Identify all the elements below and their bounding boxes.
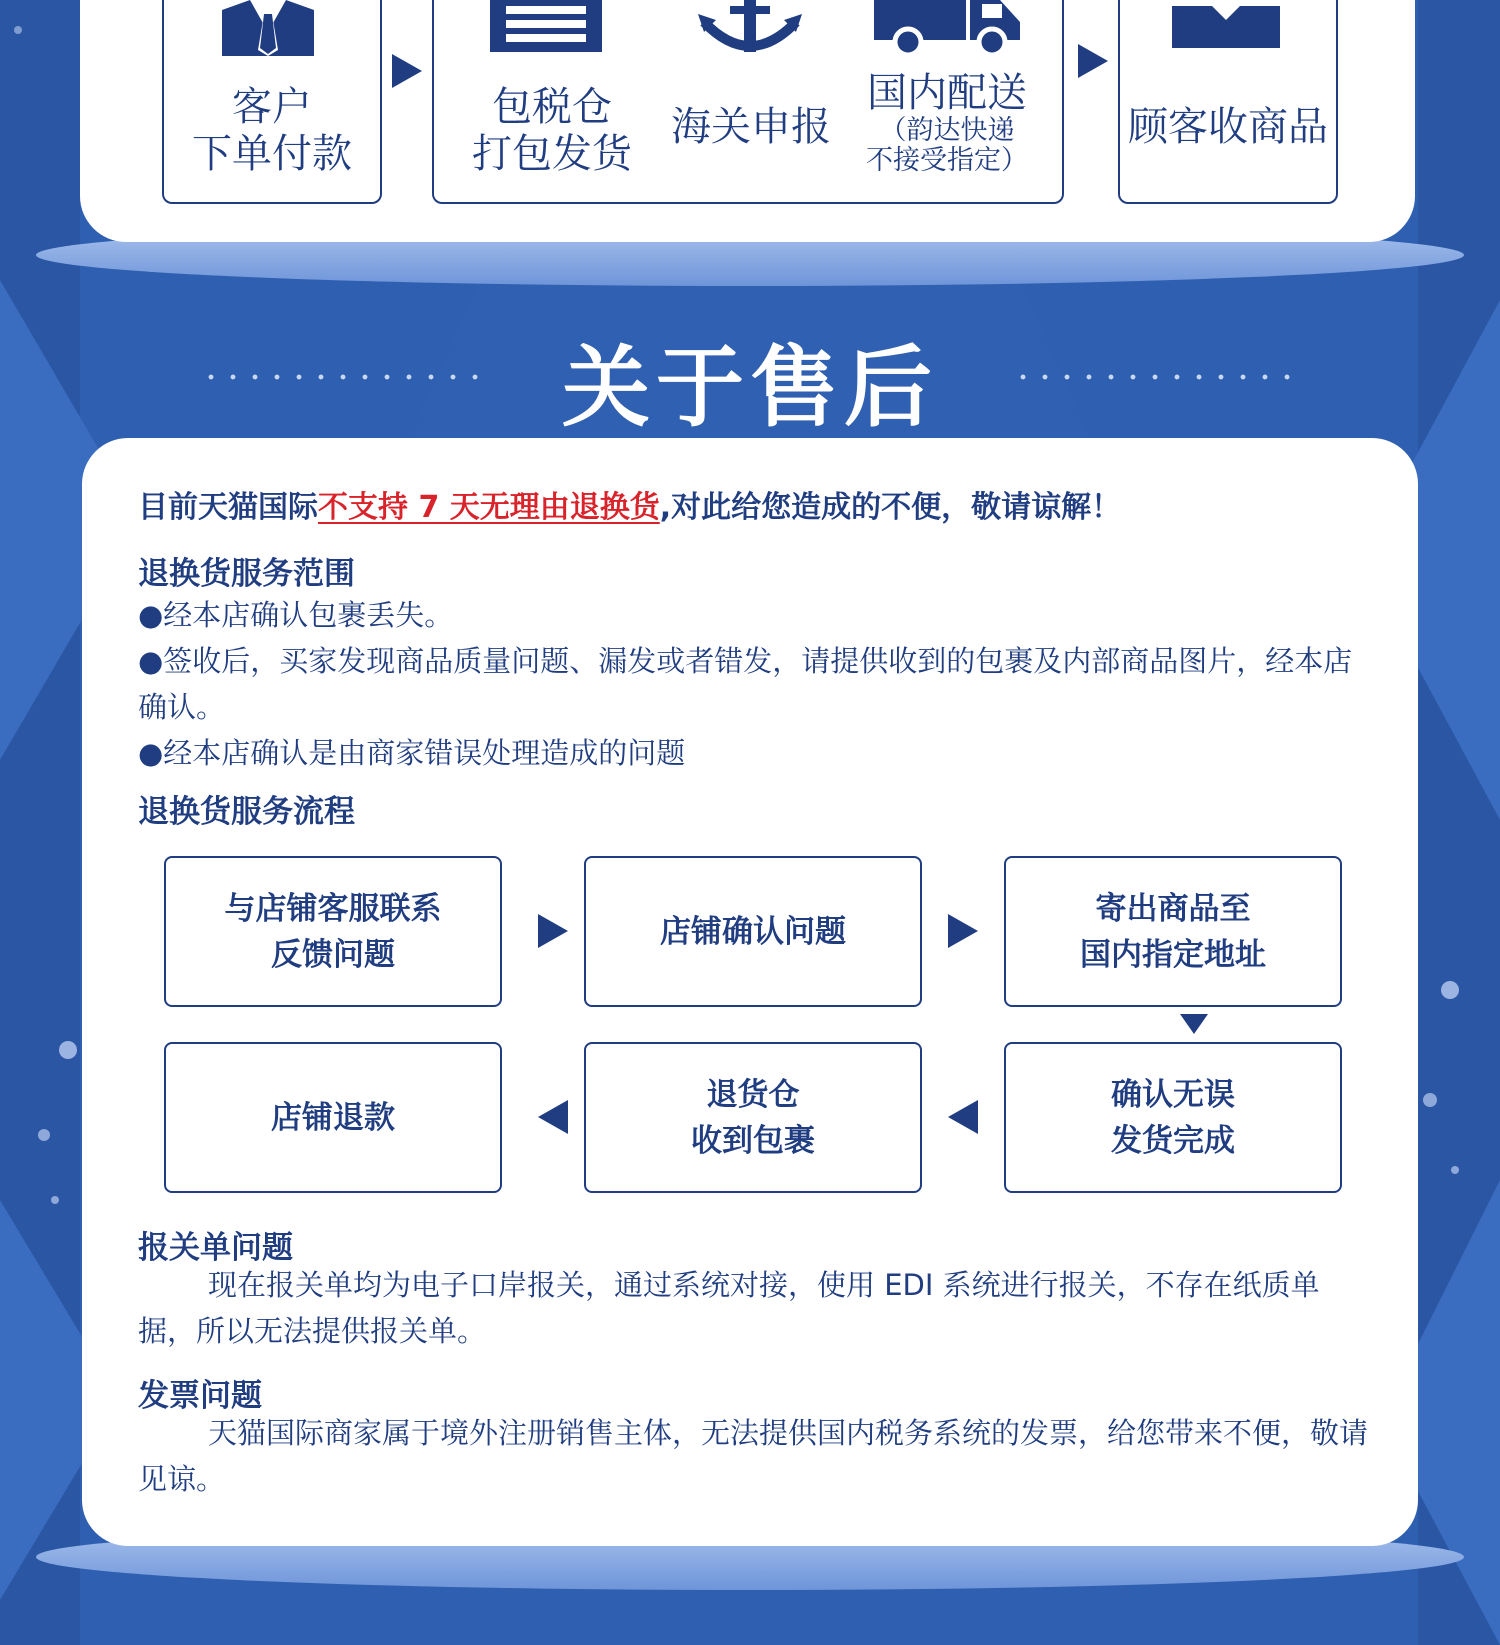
- logistics-step-delivery-label: 国内配送: [867, 70, 1027, 116]
- notice-line: [138, 482, 1121, 526]
- truck-icon: [874, 0, 1020, 56]
- process-arrow-left-icon: [538, 1100, 568, 1134]
- process-step-ship-back: 寄出商品至 国内指定地址: [1004, 856, 1342, 1007]
- customs-heading: 报关单问题: [138, 1230, 293, 1266]
- anchor-icon: [698, 0, 802, 56]
- notice-highlight: 不支持 7 天无理由退换货: [318, 490, 660, 525]
- scope-heading: 退换货服务范围: [138, 556, 355, 592]
- flow-arrow-icon: [392, 54, 422, 88]
- invoice-heading: 发票问题: [138, 1378, 262, 1414]
- process-step-confirm: 店铺确认问题: [584, 856, 922, 1007]
- customs-text: 现在报关单均为电子口岸报关，通过系统对接，使用 EDI 系统进行报关，不存在纸质单据，所以无法提供报关单。: [138, 1268, 1320, 1348]
- process-arrow-left-icon: [948, 1100, 978, 1134]
- title-decoration-right: [1012, 374, 1302, 380]
- process-step-warehouse-received: 退货仓 收到包裹: [584, 1042, 922, 1193]
- notice-suffix: ,对此给您造成的不便，敬请谅解！: [659, 490, 1122, 525]
- scope-item: ●签收后，买家发现商品质量问题、漏发或者错发，请提供收到的包裹及内部商品图片，经本店确认。: [138, 644, 1353, 724]
- process-step-verified: 确认无误 发货完成: [1004, 1042, 1342, 1193]
- scope-item: ●经本店确认是由商家错误处理造成的问题: [138, 736, 686, 770]
- invoice-text: 天猫国际商家属于境外注册销售主体，无法提供国内税务系统的发票，给您带来不便，敬请见谅。: [138, 1416, 1369, 1496]
- process-arrow-right-icon: [538, 914, 568, 948]
- process-arrow-down-icon: [1180, 1014, 1208, 1034]
- logistics-step-receive-label: 顾客收商品: [1128, 104, 1328, 150]
- box-icon: [1172, 0, 1280, 48]
- logistics-step-delivery-note: （韵达快递 不接受指定）: [866, 115, 1028, 176]
- process-heading: 退换货服务流程: [138, 794, 355, 830]
- process-step-contact: 与店铺客服联系 反馈问题: [164, 856, 502, 1007]
- scope-item: ●经本店确认包裹丢失。: [138, 598, 454, 632]
- process-step-refund: 店铺退款: [164, 1042, 502, 1193]
- logistics-step-customs-label: 海关申报: [671, 104, 831, 150]
- suit-icon: [222, 0, 314, 56]
- logistics-step-warehouse-label: 包税仓 打包发货: [472, 84, 632, 178]
- flow-arrow-icon: [1078, 44, 1108, 78]
- logistics-step-order-label: 客户 下单付款: [192, 84, 352, 178]
- warehouse-icon: [490, 0, 602, 52]
- notice-prefix: 目前天猫国际: [138, 490, 318, 525]
- process-arrow-right-icon: [948, 914, 978, 948]
- section-title: 关于售后: [561, 336, 938, 439]
